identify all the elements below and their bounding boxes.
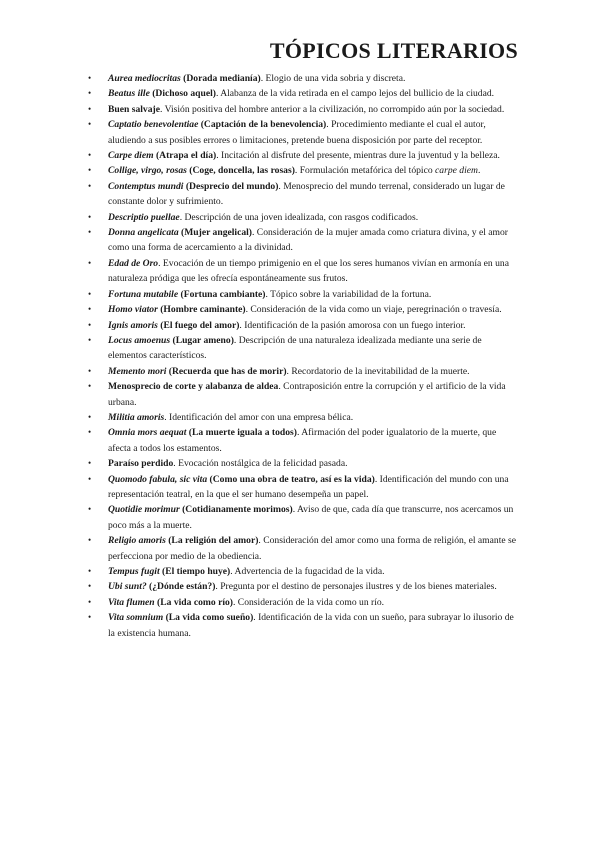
topic-description: . Identificación de la vida con un sueño, para subrayar lo ilusorio de la existencia humana. (108, 612, 514, 639)
topic-gloss: (La vida como sueño) (163, 612, 254, 624)
topic-description: . Consideración del amor como una forma de religión, el amante se perfecciona por medio de la obediencia. (108, 535, 517, 562)
bullet-icon: • (88, 319, 92, 330)
page-title: TÓPICOS LITERARIOS (269, 38, 518, 63)
bullet-icon: • (88, 473, 92, 484)
topic-gloss: Menosprecio de corte y alabanza de aldea (108, 381, 279, 393)
list-item (88, 564, 520, 579)
topic-description: . Incitación al disfrute del presente, mientras dure la juventud y la belleza. (216, 150, 500, 162)
topic-gloss: Buen salvaje (108, 103, 160, 115)
bullet-icon: • (88, 211, 92, 222)
topic-latin-term: Omnia mors aequat (108, 427, 187, 439)
topic-latin-term: Religio amoris (108, 535, 166, 547)
topic-description: . Evocación de un tiempo primigenio en el que los seres humanos vivían en armonía en una naturaleza pródiga que les ofrecía espontáneamente sus frutos. (108, 257, 509, 285)
list-item (88, 410, 520, 425)
topic-description: . Identificación del mundo con una representación teatral, en la que el ser humano desempeña un papel. (108, 473, 509, 500)
list-item (88, 71, 520, 86)
topic-description: . Elogio de una vida sobria y discreta. (260, 73, 406, 84)
list-item (88, 333, 520, 364)
topic-latin-term: Homo viator (108, 304, 158, 316)
bullet-icon: • (88, 411, 92, 422)
list-item (88, 163, 520, 178)
topic-latin-term: Carpe diem (108, 150, 154, 162)
bullet-icon: • (88, 165, 92, 176)
bullet-icon: • (88, 288, 92, 299)
topic-latin-term: Ubi sunt? (108, 581, 147, 593)
topic-latin-term: Edad de Oro (108, 257, 159, 269)
topic-gloss: (Captación de la benevolencia) (198, 119, 327, 131)
bullet-icon: • (88, 304, 92, 315)
topic-gloss: (Mujer angelical) (178, 227, 252, 239)
topic-gloss: (Como una obra de teatro, así es la vida) (207, 473, 375, 485)
topic-gloss: (El fuego del amor) (157, 319, 240, 331)
topic-latin-term: Descriptio puellae (108, 211, 180, 223)
topic-description: . Advertencia de la fugacidad de la vida. (230, 566, 385, 577)
list-item (88, 318, 520, 333)
topic-gloss: Paraíso perdido (108, 458, 174, 470)
topic-description: . Identificación del amor con una empresa bélica. (164, 411, 354, 423)
topic-gloss: (La vida como río) (154, 596, 233, 608)
topic-latin-term: Tempus fugit (108, 566, 160, 577)
topic-gloss: (La muerte iguala a todos) (186, 427, 297, 439)
topic-description: . Afirmación del poder igualatorio de la muerte, que afecta a todos los estamentos. (108, 427, 497, 454)
topic-description: . Descripción de una naturaleza idealizada mediante una serie de elementos característicos. (108, 334, 482, 362)
bullet-icon: • (88, 365, 92, 376)
topic-gloss: (Coge, doncella, las rosas) (186, 165, 295, 177)
list-item (88, 117, 520, 148)
bullet-icon: • (88, 119, 92, 130)
topic-description: . Evocación nostálgica de la felicidad pasada. (173, 458, 348, 470)
topic-description: . Descripción de una joven idealizada, con rasgos codificados. (179, 211, 419, 223)
bullet-icon: • (88, 150, 92, 161)
list-item (88, 256, 520, 287)
list-item (88, 379, 520, 410)
topic-latin-term: Quotidie morimur (108, 504, 180, 516)
list-item (88, 287, 520, 302)
topic-latin-term: Vita somnium (108, 612, 164, 624)
topic-description: . Consideración de la vida como un río. (233, 596, 385, 608)
list-item (88, 225, 520, 256)
list-item (88, 425, 520, 456)
topics-list (88, 71, 520, 641)
list-item (88, 148, 520, 163)
list-item (88, 502, 520, 533)
topic-latin-term: Ignis amoris (108, 319, 158, 331)
topic-latin-term: Contemptus mundi (108, 180, 184, 192)
topic-description: . Consideración de la mujer amada como criatura divina, y el amor como una forma de acercamiento a la divinidad. (108, 227, 509, 254)
topic-latin-term: Memento mori (108, 365, 167, 377)
topic-gloss: (Lugar ameno) (170, 334, 234, 346)
topic-gloss: (¿Dónde están?) (146, 581, 216, 593)
topic-gloss: (Dichoso aquel) (149, 88, 216, 100)
topic-latin-term: Beatus ille (108, 88, 150, 100)
topic-gloss: (Fortuna cambiante) (178, 288, 266, 300)
topic-latin-term: Aurea mediocritas (108, 73, 181, 84)
bullet-icon: • (88, 535, 92, 546)
topic-latin-term: Captatio benevolentiae (108, 119, 199, 131)
bullet-icon: • (88, 88, 92, 99)
topic-latin-term: Vita flumen (108, 596, 155, 608)
bullet-icon: • (88, 103, 92, 114)
topic-description: . Aviso de que, cada día que transcurre, nos acercamos un poco más a la muerte. (108, 504, 514, 531)
topic-gloss: (La religión del amor) (165, 535, 259, 547)
topic-gloss: (Hombre caminante) (157, 304, 246, 316)
topic-description-italic: carpe diem (435, 165, 478, 177)
topic-description: . Consideración de la vida como un viaje, peregrinación o travesía. (245, 304, 502, 316)
topic-description: . Menosprecio del mundo terrenal, considerado un lugar de constante dolor y sufrimiento. (108, 180, 505, 208)
topic-description-end: . (477, 165, 481, 177)
topic-description: . Contraposición entre la corrupción y el artificio de la vida urbana. (108, 381, 506, 408)
topic-description: . Formulación metafórica del tópico (294, 165, 436, 177)
bullet-icon: • (88, 612, 92, 623)
list-item (88, 179, 520, 210)
list-item (88, 86, 520, 101)
list-item (88, 533, 520, 564)
topic-description: . Alabanza de la vida retirada en el campo lejos del bullicio de la ciudad. (215, 88, 495, 100)
list-item (88, 472, 520, 503)
topic-description: . Recordatorio de la inevitabilidad de la muerte. (286, 365, 470, 377)
topic-latin-term: Collige, virgo, rosas (108, 165, 187, 177)
topic-description: . Tópico sobre la variabilidad de la fortuna. (265, 288, 432, 300)
list-item (88, 456, 520, 471)
topic-latin-term: Donna angelicata (108, 227, 179, 239)
topic-description: . Visión positiva del hombre anterior a la civilización, no corrompido aún por la sociedad. (159, 103, 505, 115)
bullet-icon: • (88, 334, 92, 345)
bullet-icon: • (88, 73, 92, 83)
list-item (88, 595, 520, 610)
topic-latin-term: Quomodo fabula, sic vita (108, 473, 208, 485)
topic-description: . Identificación de la pasión amorosa con un fuego interior. (239, 319, 466, 331)
bullet-icon: • (88, 227, 92, 238)
topic-latin-term: Fortuna mutabile (108, 288, 179, 300)
bullet-icon: • (88, 180, 92, 191)
topic-gloss: (El tiempo huye) (159, 566, 231, 577)
bullet-icon: • (88, 504, 92, 515)
list-item (88, 210, 520, 225)
topic-gloss: (Dorada medianía) (180, 73, 261, 84)
bullet-icon: • (88, 566, 92, 576)
topic-description: . Pregunta por el destino de personajes ilustres y de los bienes materiales. (215, 581, 497, 593)
bullet-icon: • (88, 257, 92, 268)
topic-description: . Procedimiento mediante el cual el autor, aludiendo a sus posibles errores o limitaciones, pretende buena disposición por parte del receptor. (108, 119, 486, 146)
topic-gloss: (Desprecio del mundo) (183, 180, 279, 192)
topic-gloss: (Atrapa el día) (153, 150, 217, 162)
list-item (88, 364, 520, 379)
list-item (88, 102, 520, 117)
topic-gloss: (Recuerda que has de morir) (166, 365, 287, 377)
list-item (88, 302, 520, 317)
bullet-icon: • (88, 427, 92, 438)
topic-gloss: (Cotidianamente morimos) (179, 504, 293, 516)
topic-latin-term: Locus amoenus (108, 334, 171, 346)
bullet-icon: • (88, 581, 92, 592)
list-item (88, 610, 520, 641)
topic-latin-term: Militia amoris (108, 411, 165, 423)
bullet-icon: • (88, 458, 92, 469)
list-item (88, 579, 520, 594)
bullet-icon: • (88, 596, 92, 607)
bullet-icon: • (88, 381, 92, 392)
